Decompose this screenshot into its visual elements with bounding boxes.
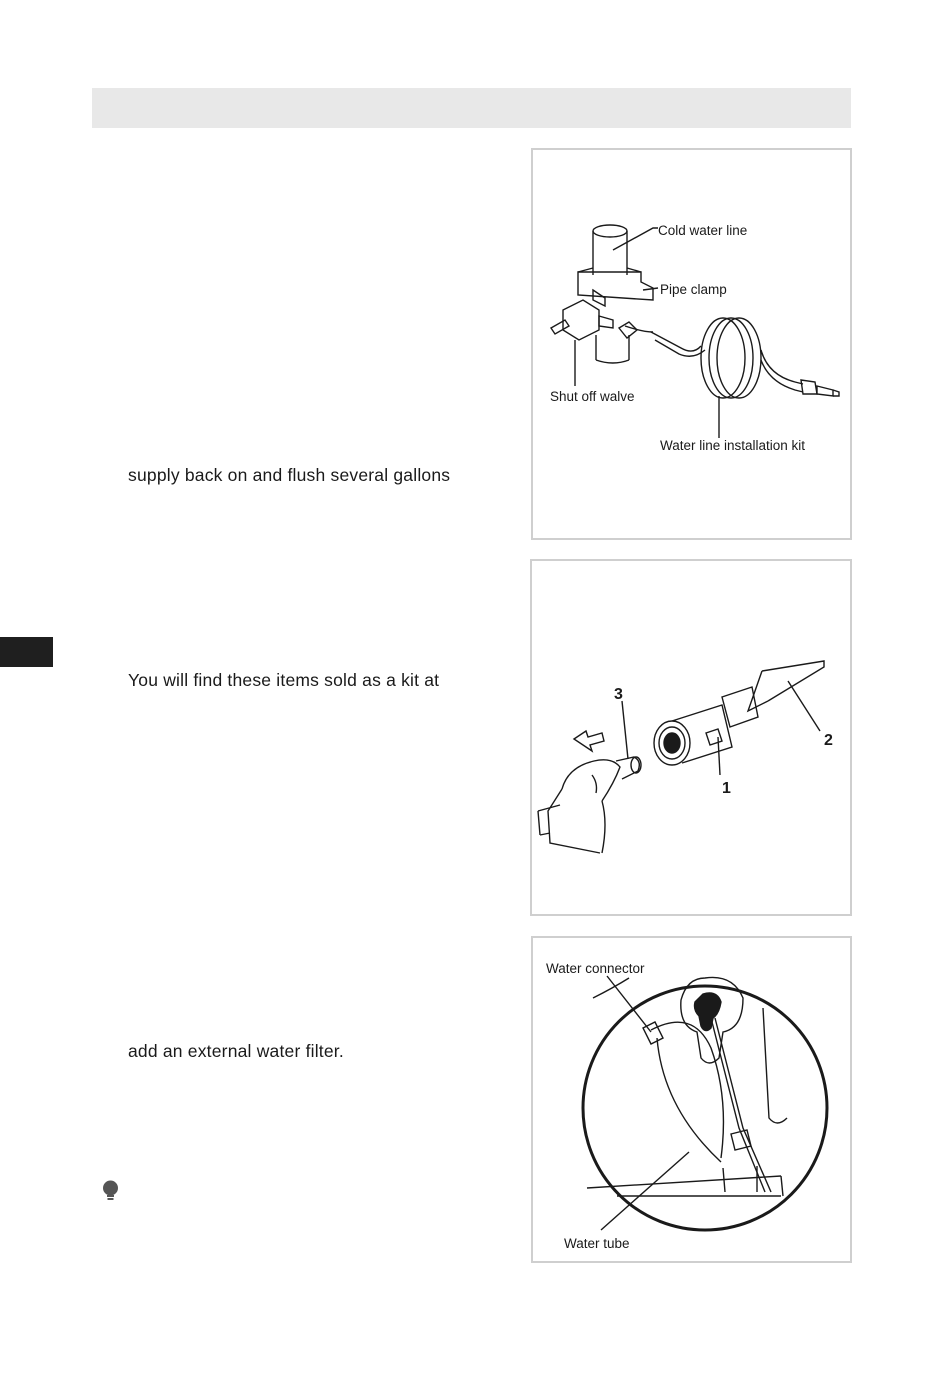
label-pipe-clamp: Pipe clamp	[660, 282, 727, 297]
figure-water-line-kit	[531, 148, 852, 540]
figure-water-connector-drawing	[533, 938, 854, 1265]
label-installation-kit: Water line installation kit	[660, 438, 806, 453]
body-text-line-1: supply back on and flush several gallons	[128, 465, 451, 485]
chapter-side-tab	[0, 637, 53, 667]
figure-water-connector	[531, 936, 852, 1263]
section-header-bar	[92, 88, 851, 128]
body-text-line-2: You will find these items sold as a kit at	[128, 670, 440, 690]
figure-water-line-kit-drawing	[533, 150, 854, 542]
label-shut-off-valve: Shut off walve	[550, 389, 635, 404]
figure-connector-parts	[530, 559, 852, 916]
figure-connector-parts-drawing	[532, 561, 854, 918]
callout-3: 3	[614, 686, 623, 703]
label-water-connector: Water connector	[546, 961, 645, 976]
callout-1: 1	[722, 780, 731, 797]
label-cold-water-line: Cold water line	[658, 223, 748, 238]
body-text-line-3: add an external water filter.	[128, 1041, 344, 1061]
lightbulb-icon	[102, 1180, 119, 1202]
callout-2: 2	[824, 732, 833, 749]
label-water-tube: Water tube	[564, 1236, 630, 1251]
